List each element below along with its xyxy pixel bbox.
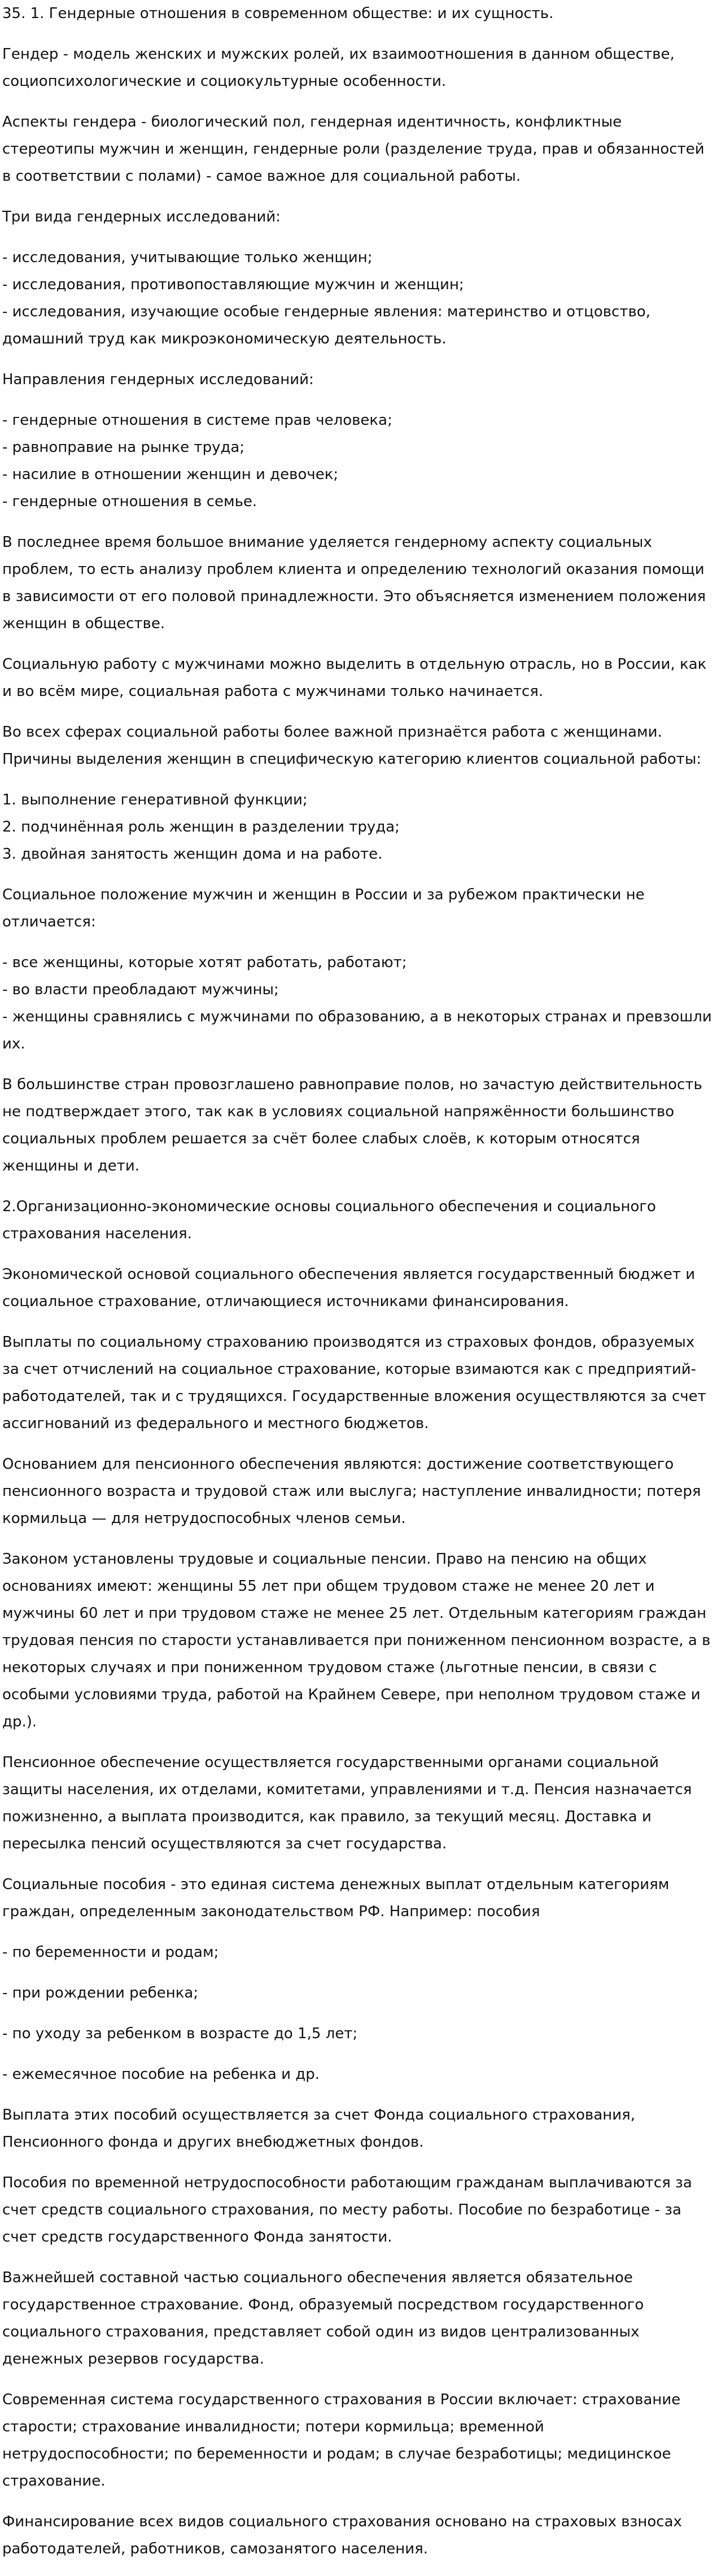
list-item: - во власти преобладают мужчины; bbox=[2, 981, 279, 998]
list-item: - равноправие на рынке труда; bbox=[2, 439, 245, 456]
paragraph: - по уходу за ребенком в возрасте до 1,5 лет; bbox=[2, 2025, 358, 2042]
paragraph: Аспекты гендера - биологический пол, гендерная идентичность, конфликтные стереотипы мужчин и женщин, гендерные роли (разделение труда, прав и обязанностей в соответствии с полами) - самое важное для социальной работы. bbox=[2, 114, 705, 185]
paragraph: Выплата этих пособий осуществляется за счет Фонда социального страхования, Пенсионного фонда и других внебюджетных фондов. bbox=[2, 2107, 636, 2151]
paragraph: Пенсионное обеспечение осуществляется государственными органами социальной защиты населения, их отделами, комитетами, управлениями и т.д. Пенсия назначается пожизненно, а выплата производится, как правило, за текущий месяц. Доставка и пересылка пенсий осуществляются за счет государства. bbox=[2, 1754, 692, 1852]
paragraph: Экономической основой социального обеспечения является государственный бюджет и социальное страхование, отличающиеся источниками финансирования. bbox=[2, 1266, 696, 1310]
paragraph: Социальную работу с мужчинами можно выделить в отдельную отрасль, но в России, как и во всём мире, социальная работа с мужчинами только начинается. bbox=[2, 656, 707, 700]
list-item: 3. двойная занятость женщин дома и на работе. bbox=[2, 846, 383, 863]
paragraph: Во всех сферах социальной работы более важной признаётся работа с женщинами. Причины выделения женщин в специфическую категорию клиентов социальной работы: bbox=[2, 724, 702, 768]
paragraph: 2.Организационно-экономические основы социального обеспечения и социального страхования населения. bbox=[2, 1198, 656, 1242]
paragraph: Важнейшей составной частью социального обеспечения является обязательное государственное страхование. Фонд, образуемый посредством государственного социального страхования, представляет собой один из видов централизованных денежных резервов государства. bbox=[2, 2269, 644, 2368]
list-item: - исследования, изучающие особые гендерные явления: материнство и отцовство, домашний труд как микроэкономическую деятельность. bbox=[2, 303, 650, 347]
paragraph: Социальное положение мужчин и женщин в России и за рубежом практически не отличается: bbox=[2, 886, 645, 930]
document-heading: 35. 1. Гендерные отношения в современном обществе: и их сущность. bbox=[2, 5, 554, 22]
paragraph: - ежемесячное пособие на ребенка и др. bbox=[2, 2066, 320, 2083]
list bbox=[2, 244, 712, 353]
list-item: - исследования, противопоставляющие мужчин и женщин; bbox=[2, 276, 464, 293]
paragraph: Выплаты по социальному страхованию производятся из страховых фондов, образуемых за счет отчислений на социальное страхование, которые взимаются как с предприятий-работодателей, так и с трудящихся. Государственные вложения осуществляются за счет ассигнований из федерального и местного бюджетов. bbox=[2, 1334, 706, 1432]
paragraph: Финансирование всех видов социального страхования основано на страховых взносах работодателей, работников, самозанятого населения. bbox=[2, 2513, 682, 2557]
list bbox=[2, 786, 712, 868]
list-item: - гендерные отношения в системе прав человека; bbox=[2, 412, 392, 429]
list-item: - женщины сравнялись с мужчинами по образованию, а в некоторых странах и превзошли их. bbox=[2, 1008, 712, 1052]
paragraph: Современная система государственного страхования в России включает: страхование старости; страхование инвалидности; потери кормильца; временной нетрудоспособности; по беременности и родам; в случае безработицы; медицинское страхование. bbox=[2, 2391, 681, 2490]
paragraph: Законом установлены трудовые и социальные пенсии. Право на пенсию на общих основаниях имеют: женщины 55 лет при общем трудовом стаже не менее 20 лет и мужчины 60 лет и при трудовом стаже не менее 25 лет. Отдельным категориям граждан трудовая пенсия по старости устанавливается при пониженном пенсионном возрасте, а в некоторых случаях и при пониженном трудовом стаже (льготные пенсии, в связи с особыми условиями труда, работой на Крайнем Севере, при неполном трудовом стаже и др.). bbox=[2, 1551, 711, 1730]
list-item: - все женщины, которые хотят работать, работают; bbox=[2, 954, 407, 971]
paragraph: В последнее время большое внимание уделяется гендерному аспекту социальных проблем, то есть анализу проблем клиента и определению технологий оказания помощи в зависимости от его половой принадлежности. Это объясняется изменением положения женщин в обществе. bbox=[2, 534, 706, 632]
list-item: 2. подчинённая роль женщин в разделении труда; bbox=[2, 819, 400, 836]
paragraph: Направления гендерных исследований: bbox=[2, 371, 314, 388]
list-item: 1. выполнение генеративной функции; bbox=[2, 791, 308, 808]
paragraph: Гендер - модель женских и мужских ролей, их взаимоотношения в данном обществе, социопсихологические и социокультурные особенности. bbox=[2, 46, 675, 90]
paragraph: Три вида гендерных исследований: bbox=[2, 208, 281, 225]
paragraph: - по беременности и родам; bbox=[2, 1944, 219, 1961]
paragraph: - при рождении ребенка; bbox=[2, 1985, 199, 2001]
paragraph: В большинстве стран провозглашено равноправие полов, но зачастую действительность не подтверждает этого, так как в условиях социальной напряжённости большинство социальных проблем решается за счёт более слабых слоёв, к которым относятся женщины и дети. bbox=[2, 1076, 702, 1174]
list-item: - исследования, учитывающие только женщин; bbox=[2, 249, 373, 266]
paragraph: Основанием для пенсионного обеспечения являются: достижение соответствующего пенсионного возраста и трудовой стаж или выслугa; наступление инвалидности; потеря кормильца — для нетрудоспособных членов семьи. bbox=[2, 1456, 701, 1527]
paragraph: Социальные пособия - это единая система денежных выплат отдельным категориям граждан, определенным законодательством РФ. Например: пособия bbox=[2, 1876, 670, 1920]
paragraph: Пособия по временной нетрудоспособности работающим гражданам выплачиваются за счет средств социального страхования, по месту работы. Пособие по безработице - за счет средств государственного Фонда занятости. bbox=[2, 2174, 692, 2246]
list bbox=[2, 949, 712, 1058]
list-item: - гендерные отношения в семье. bbox=[2, 493, 257, 510]
list-item: - насилие в отношении женщин и девочек; bbox=[2, 466, 339, 483]
list bbox=[2, 407, 712, 515]
